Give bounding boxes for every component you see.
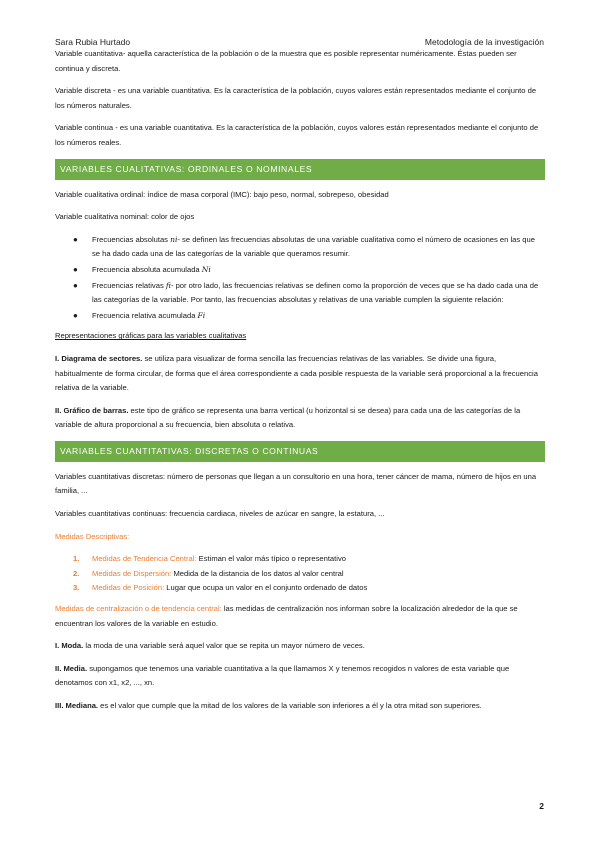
medidas-list [55, 552, 545, 596]
intro-paragraph: Variable cuantitativa- aquella característica de la población o de la muestra que es posible representar numéricamente. Éstas pueden ser continua y discreta. [55, 49, 517, 73]
bullet-icon: ● [73, 264, 78, 274]
frequency-list [55, 233, 545, 324]
list-item: ● Frecuencia absoluta acumulada Ni [55, 263, 545, 278]
bullet-icon: ● [73, 280, 78, 290]
intro-paragraph: Variable discreta - es una variable cuantitativa. Es la característica de la población, cuyos valores están representados mediante el conjunto de los números naturales. [55, 86, 537, 110]
paragraph-media: II. Media. supongamos que tenemos una variable cuantitativa a la que llamamos X y tenemos recogidos n valores de esta variable que denotamos con x1, x2, ..., xn. [55, 663, 510, 688]
list-item: 3. Medidas de Posición: Lugar que ocupa un valor en el conjunto ordenado de datos [73, 583, 368, 593]
paragraph-mediana: III. Mediana. es el valor que cumple que la mitad de los valores de la variable son inferiores a él y la otra mitad son superiores. [55, 701, 482, 710]
list-item: 1. Medidas de Tendencia Central: Estiman el valor más típico o representativo [73, 554, 346, 564]
list-item: ● Frecuencias relativas fi- por otro lado, las frecuencias relativas se definen como la proporción de veces que se ha dado cada una de las categorías de la variable. Por tanto, las frecuencias absolutas y relativas de una variable cumplen la siguiente relación: [73, 280, 539, 305]
paragraph-continuas: Variables cuantitativas continuas: frecuencia cardiaca, niveles de azúcar en sangre, la estatura, ... [55, 509, 385, 519]
header-course: Metodología de la investigación [424, 37, 544, 47]
header-author: Sara Rubia Hurtado [55, 37, 131, 47]
list-item: ● Frecuencias absolutas ni- se definen las frecuencias absolutas de una variable cualitativa como el número de ocasiones en las que se ha dado cada una de las categorías de la variable que queramos resumir. [73, 234, 535, 259]
intro-paragraph: Variable continua - es una variable cuantitativa. Es la característica de la población, cuyos valores están representados mediante el conjunto de los números reales. [55, 123, 539, 147]
paragraph-barras: II. Gráfico de barras. este tipo de gráfico se representa una barra vertical (u horizontal si se desea) para cada una de las categorías de la variable de altura proporcional a su frecuencia, bien absoluta o relativa. [55, 405, 521, 430]
paragraph-centralizacion: Medidas de centralización o de tendencia central: las medidas de centralización nos informan sobre la localización alrededor de la que se encuentran los valores de la variable en estudio. [55, 604, 518, 628]
list-item: 2. Medidas de Dispersión: Medida de la distancia de los datos al valor central [73, 568, 344, 578]
section-heading-cualitativas: VARIABLES CUALITATIVAS: ORDINALES O NOMINALES [55, 159, 545, 180]
bullet-icon: ● [73, 310, 78, 320]
paragraph-nominal: Variable cualitativa nominal: color de ojos [55, 212, 195, 222]
section-heading-cuantitativas: VARIABLES CUANTITATIVAS: DISCRETAS O CONTINUAS [55, 441, 545, 462]
bullet-icon: ● [73, 234, 78, 244]
paragraph-sectores: I. Diagrama de sectores. se utiliza para visualizar de forma sencilla las frecuencias relativas de las variables. Se divide una figura, habitualmente de forma circular, de forma que el área correspondiente a cada posible respuesta de la variable será proporcional a la frecuencia relativa de la variable. [55, 353, 538, 393]
paragraph-discretas: Variables cuantitativas discretas: número de personas que llegan a un consultorio en una hora, tener cáncer de mama, número de hijos en una familia, ... [55, 471, 537, 496]
paragraph-ordinal: Variable cualitativa ordinal: índice de masa corporal (IMC): bajo peso, normal, sobrepeso, obesidad [55, 189, 389, 199]
document-body [55, 47, 545, 722]
page-number: 2 [539, 801, 544, 811]
list-item: ● Frecuencia relativa acumulada Fi [55, 309, 545, 324]
graphs-subheading: Representaciones gráficas para las variables cualitativas [55, 331, 247, 341]
medidas-heading: Medidas Descriptivas: [55, 531, 130, 541]
paragraph-moda: I. Moda. la moda de una variable será aquel valor que se repita un mayor número de veces. [55, 641, 365, 651]
